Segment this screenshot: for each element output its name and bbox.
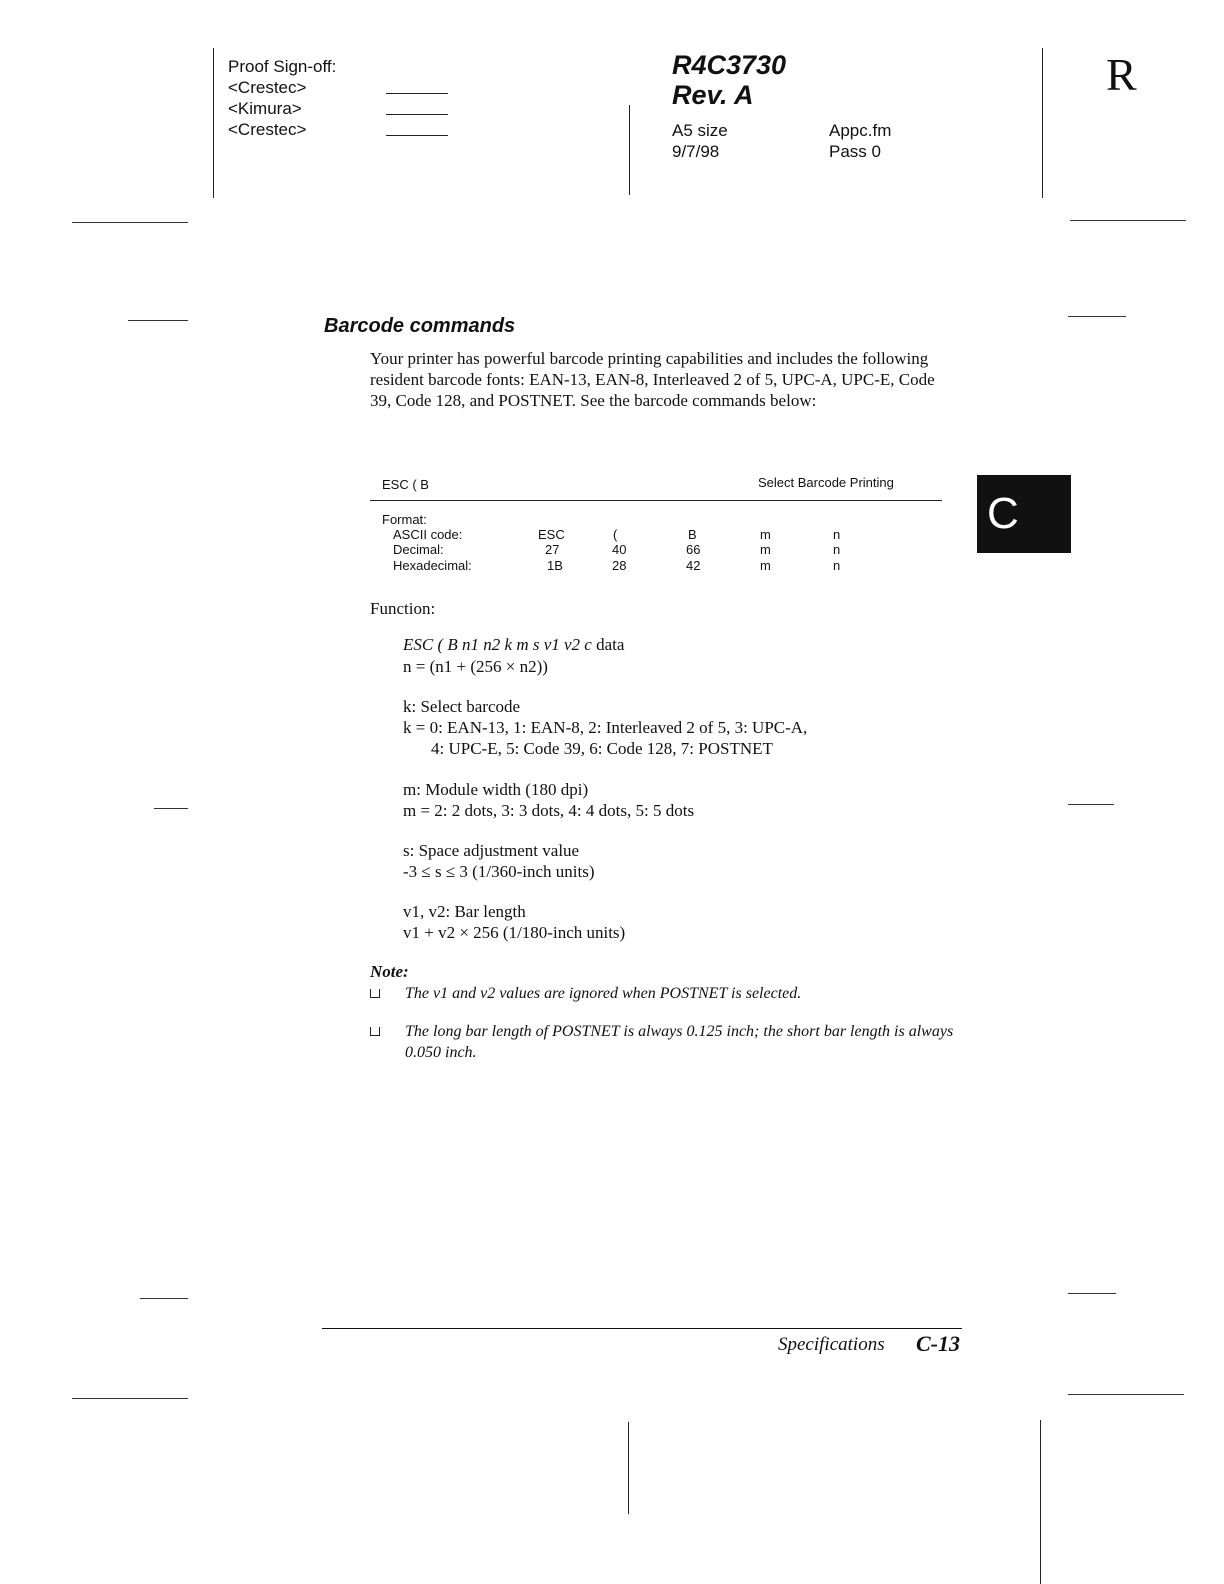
note-title: Note: [370, 962, 409, 981]
table-cell: n [833, 527, 841, 542]
crop-mark [1068, 316, 1126, 317]
crop-mark [140, 1298, 188, 1299]
margin-rule [628, 1422, 629, 1514]
syntax-line [403, 634, 624, 655]
paper-size: A5 size [672, 121, 728, 140]
k-values-cont: 4: UPC-E, 5: Code 39, 6: Code 128, 7: POSTNET [431, 739, 773, 758]
m-values: m = 2: 2 dots, 3: 3 dots, 4: 4 dots, 5: 5 dots [403, 801, 695, 820]
signoff-name: <Crestec> [228, 120, 307, 139]
margin-rule [629, 105, 630, 195]
note-item: The long bar length of POSTNET is always 0.125 inch; the short bar length is always 0.050 inch. [405, 1023, 954, 1061]
crop-mark [128, 320, 188, 321]
syntax-params: ESC ( B n1 n2 k m s v1 v2 c [403, 635, 592, 654]
format-label: Format: [382, 512, 427, 527]
table-cell: B [688, 527, 697, 542]
margin-rule [213, 48, 214, 198]
table-cell: m [760, 542, 771, 557]
footer-rule [322, 1328, 962, 1329]
revision: Rev. A [672, 80, 754, 110]
page-number: C-13 [916, 1331, 960, 1356]
table-cell: 42 [686, 558, 701, 573]
margin-rule [1040, 1420, 1041, 1584]
doc-date: 9/7/98 [672, 142, 720, 161]
crop-mark [154, 808, 188, 809]
v-values: v1 + v2 × 256 (1/180-inch units) [403, 923, 626, 942]
row-label: Decimal: [393, 542, 444, 557]
checkbox-icon [370, 989, 380, 998]
k-values: k = 0: EAN-13, 1: EAN-8, 2: Interleaved 2 of 5, 3: UPC-A, [403, 718, 808, 737]
table-cell: m [760, 527, 771, 542]
syntax-data: data [591, 635, 625, 654]
row-label: Hexadecimal: [393, 558, 472, 573]
table-cell: n [833, 558, 841, 573]
command-description: Select Barcode Printing [758, 475, 894, 490]
chapter-tab: C [977, 475, 1071, 553]
signature-line [386, 93, 448, 94]
checkbox-icon [370, 1027, 380, 1036]
command-rule [370, 500, 942, 501]
table-cell: n [833, 542, 841, 557]
s-heading: s: Space adjustment value [403, 841, 580, 860]
table-cell: ( [613, 527, 618, 542]
m-heading: m: Module width (180 dpi) [403, 780, 589, 799]
pass-number: Pass 0 [829, 142, 881, 161]
row-label: ASCII code: [393, 527, 463, 542]
crop-mark [72, 1398, 188, 1399]
crop-mark [1068, 1394, 1184, 1395]
table-cell: 1B [547, 558, 563, 573]
table-cell: ESC [538, 527, 565, 542]
crop-mark [1068, 804, 1114, 805]
crop-mark [72, 222, 188, 223]
k-heading: k: Select barcode [403, 697, 521, 716]
proof-signoff [228, 56, 336, 140]
table-cell: 66 [686, 542, 701, 557]
function-label: Function: [370, 599, 436, 618]
signoff-name: <Kimura> [228, 99, 302, 118]
signoff-name: <Crestec> [228, 78, 307, 97]
table-cell: 27 [545, 542, 560, 557]
section-title: Barcode commands [324, 315, 516, 337]
command-name: ESC ( B [382, 477, 429, 492]
proof-title: Proof Sign-off: [228, 57, 337, 76]
s-values: -3 ≤ s ≤ 3 (1/360-inch units) [403, 862, 595, 881]
signature-line [386, 135, 448, 136]
note-item: The v1 and v2 values are ignored when POSTNET is selected. [405, 985, 802, 1002]
v-heading: v1, v2: Bar length [403, 902, 526, 921]
intro-paragraph: Your printer has powerful barcode printing capabilities and includes the following resident barcode fonts: EAN-13, EAN-8, Interleaved 2 of 5, UPC-A, UPC-E, Code 39, Code 128, and POSTNET. See the barcode commands below: [370, 349, 935, 410]
table-cell: 28 [612, 558, 627, 573]
table-cell: 40 [612, 542, 627, 557]
syntax-formula: n = (n1 + (256 × n2)) [403, 657, 548, 676]
corner-letter: R [1106, 49, 1137, 100]
file-name: Appc.fm [829, 121, 892, 140]
crop-mark [1070, 220, 1186, 221]
table-cell: m [760, 558, 771, 573]
margin-rule [1042, 48, 1043, 198]
doc-id: R4C3730 [672, 50, 787, 80]
footer-title: Specifications [778, 1334, 885, 1355]
signature-line [386, 114, 448, 115]
crop-mark [1068, 1293, 1116, 1294]
